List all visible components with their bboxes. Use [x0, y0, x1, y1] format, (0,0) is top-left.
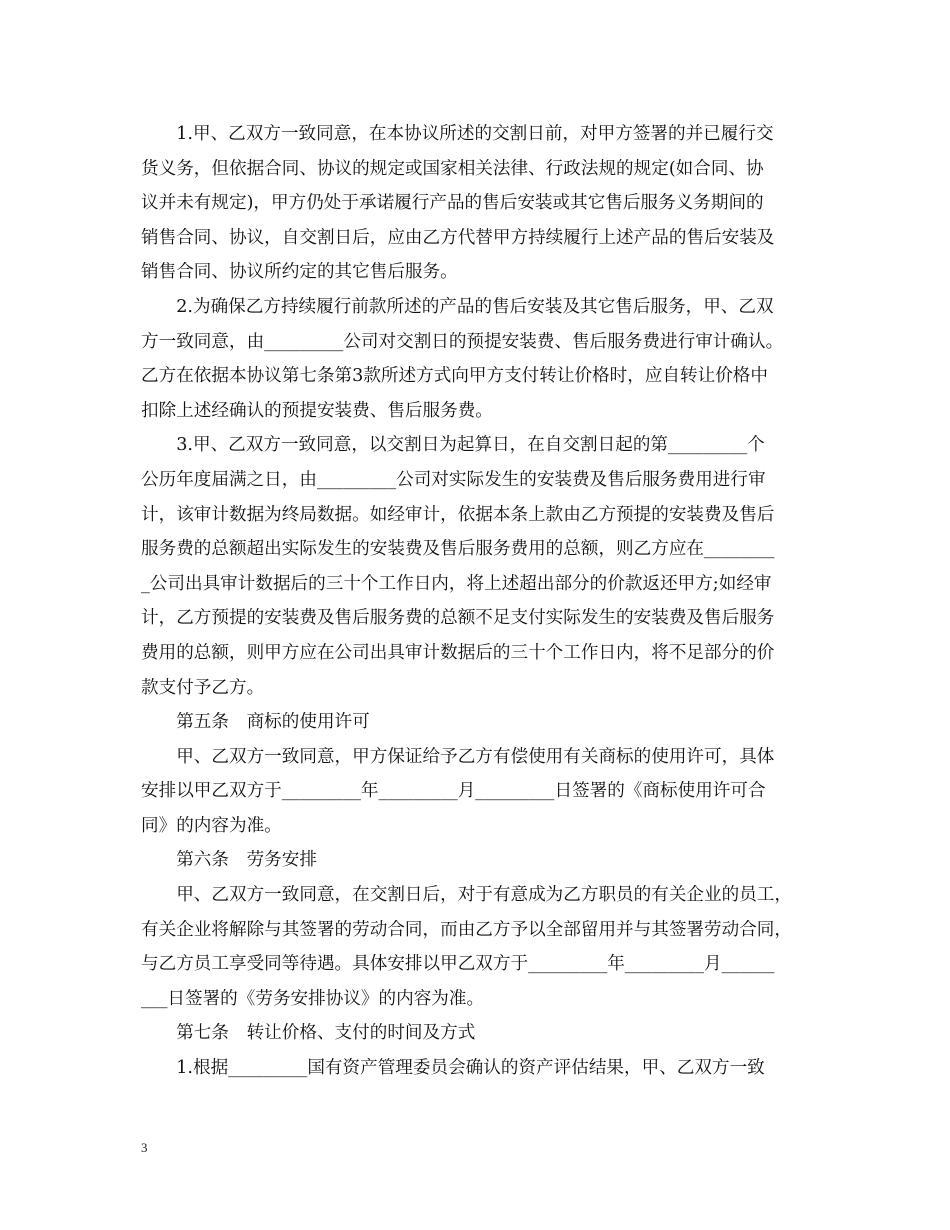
- text-line: 款支付予乙方。: [141, 677, 265, 698]
- document-body: [141, 117, 821, 1086]
- section-heading: 第七条 转让价格、支付的时间及方式: [141, 1023, 476, 1044]
- text-line: 有关企业将解除与其签署的劳动合同，而由乙方予以全部留用并与其签署劳动合同，: [141, 919, 792, 940]
- text-line: 费用的总额，则甲方应在公司出具审计数据后的三十个工作日内，将不足部分的价: [141, 642, 775, 663]
- section-heading: 第五条 商标的使用许可: [141, 712, 370, 733]
- text-line: 销售合同、协议所约定的其它售后服务。: [141, 262, 458, 283]
- text-line: 销售合同、协议，自交割日后，应由乙方代替甲方持续履行上述产品的售后安装及: [141, 227, 775, 248]
- text-line: 乙方在依据本协议第七条第3款所述方式向甲方支付转让价格时，应自转让价格中: [141, 366, 768, 387]
- text-line: 3.甲、乙双方一致同意，以交割日为起算日，在自交割日起的第_________个: [141, 435, 765, 456]
- text-line: 计，乙方预提的安装费及售后服务费的总额不足支付实际发生的安装费及售后服务: [141, 608, 775, 629]
- text-line: 1.甲、乙双方一致同意，在本协议所述的交割日前，对甲方签署的并已履行交: [141, 124, 774, 144]
- text-line: 2.为确保乙方持续履行前款所述的产品的售后安装及其它售后服务，甲、乙双: [141, 296, 774, 317]
- text-line: 安排以甲乙双方于_________年_________月_________日签署的《商标使用许可合: [141, 781, 766, 802]
- text-line: 议并未有规定)，甲方仍处于承诺履行产品的售后安装或其它售后服务义务期间的: [141, 193, 764, 214]
- text-line: ___日签署的《劳务安排协议》的内容为准。: [141, 988, 485, 1009]
- text-line: 甲、乙双方一致同意，在交割日后，对于有意成为乙方职员的有关企业的员工，: [141, 885, 792, 906]
- text-line: 计，该审计数据为终局数据。如经审计，依据本条上款由乙方预提的安装费及售后: [141, 504, 775, 525]
- text-line: 服务费的总额超出实际发生的安装费及售后服务费用的总额，则乙方应在________: [141, 539, 775, 560]
- text-line: 货义务，但依据合同、协议的规定或国家相关法律、行政法规的规定(如合同、协: [141, 158, 764, 179]
- text-line: _公司出具审计数据后的三十个工作日内，将上述超出部分的价款返还甲方;如经审: [141, 573, 772, 594]
- text-line: 甲、乙双方一致同意，甲方保证给予乙方有偿使用有关商标的使用许可，具体: [141, 746, 775, 767]
- text-line: 公历年度届满之日，由_________公司对实际发生的安装费及售后服务费用进行审: [141, 469, 766, 490]
- text-line: 扣除上述经确认的预提安装费、售后服务费。: [141, 400, 493, 421]
- section-heading: 第六条 劳务安排: [141, 850, 317, 871]
- text-line: 同》的内容为准。: [141, 815, 282, 836]
- page-number: 3: [141, 1140, 148, 1155]
- text-line: 1.根据_________国有资产管理委员会确认的资产评估结果，甲、乙双方一致: [141, 1058, 765, 1079]
- text-line: 方一致同意，由_________公司对交割日的预提安装费、售后服务费进行审计确认。: [141, 331, 784, 352]
- text-line: 与乙方员工享受同等待遇。具体安排以甲乙双方于_________年_________月______: [141, 954, 775, 975]
